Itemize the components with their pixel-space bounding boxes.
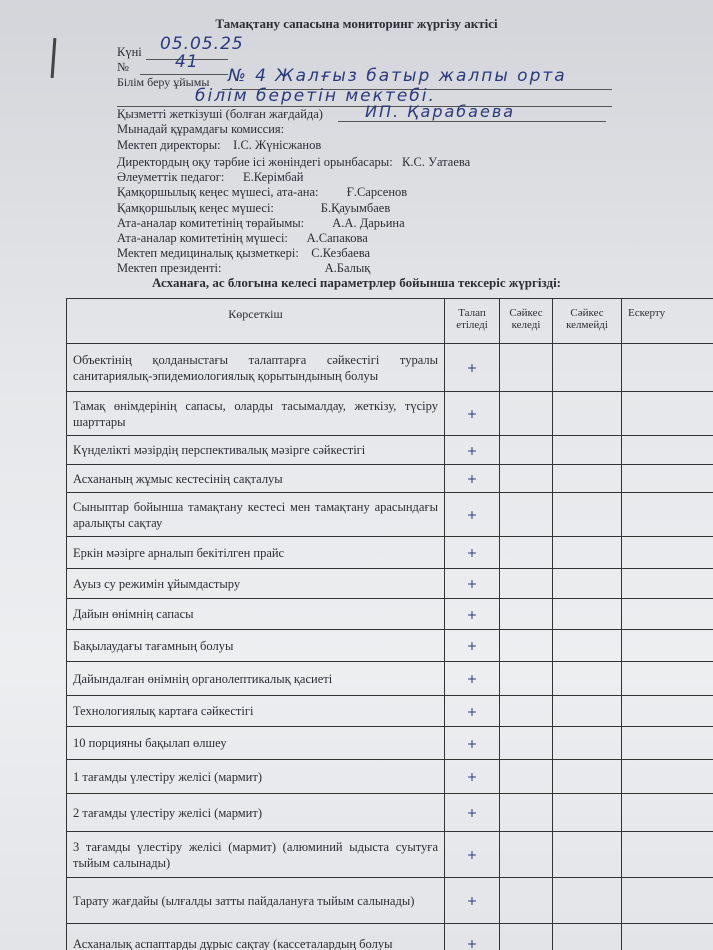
supplier-underline (338, 121, 606, 122)
indicator-cell: 1 тағамды үлестіру желісі (мармит) (67, 760, 445, 794)
indicator-cell: Дайын өнімнің сапасы (67, 599, 445, 630)
indicator-cell: Тарату жағдайы (ылғалды затты пайдалануға тыйым салынады) (67, 878, 445, 924)
member-social-pedagogue (117, 170, 303, 185)
indicator-cell: Дайындалған өнімнің органолептикалық қасиеті (67, 662, 445, 696)
member-name: А.А. Дарьина (332, 216, 405, 230)
required-mark: + (445, 599, 500, 630)
note-cell (622, 630, 713, 662)
member-name: С.Кезбаева (311, 246, 371, 260)
noncompliant-cell (553, 465, 622, 493)
indicator-cell: Еркін мәзірге арналып бекітілген прайс (67, 537, 445, 569)
table-row (67, 924, 713, 950)
indicator-cell: Сыныптар бойынша тамақтану кестесі мен тамақтану арасындағы аралықты сақтау (67, 493, 445, 537)
date-value: 05.05.25 (160, 34, 244, 54)
compliant-cell (500, 662, 553, 696)
compliant-cell (500, 832, 553, 878)
required-mark: + (445, 392, 500, 436)
compliant-cell (500, 878, 553, 924)
table-row (67, 832, 713, 878)
member-president (117, 261, 370, 276)
member-deputy (117, 155, 470, 170)
table-row (67, 662, 713, 696)
table-row (67, 569, 713, 599)
date-label: Күні (117, 45, 142, 59)
table-row (67, 344, 713, 392)
member-medical (117, 246, 370, 261)
noncompliant-cell (553, 436, 622, 465)
required-mark: + (445, 832, 500, 878)
section-heading: Асханаға, ас блогына келесі параметрлер бойынша тексеріс жүргізді: (151, 275, 562, 290)
member-board (117, 201, 390, 216)
required-mark: + (445, 344, 500, 392)
header-note: Ескерту (622, 299, 713, 344)
member-name: К.С. Уатаева (402, 155, 471, 169)
number-value: 41 (175, 52, 199, 72)
table-row (67, 696, 713, 727)
note-cell (622, 662, 713, 696)
noncompliant-cell (553, 630, 622, 662)
note-cell (622, 465, 713, 493)
member-parent-chair (117, 216, 405, 231)
member-role: Мектеп медициналық қызметкері: (117, 246, 299, 260)
noncompliant-cell (553, 760, 622, 794)
note-cell (622, 924, 713, 950)
noncompliant-cell (553, 832, 622, 878)
note-cell (622, 760, 713, 794)
note-cell (622, 696, 713, 727)
margin-pen-mark (51, 38, 57, 78)
table-row (67, 436, 713, 465)
table-row (67, 465, 713, 493)
compliant-cell (500, 599, 553, 630)
compliant-cell (500, 696, 553, 727)
required-mark: + (445, 493, 500, 537)
table-row (67, 630, 713, 662)
required-mark: + (445, 924, 500, 950)
compliant-cell (500, 924, 553, 950)
indicator-cell: Ауыз су режимін ұйымдастыру (67, 569, 445, 599)
compliant-cell (500, 465, 553, 493)
required-mark: + (445, 569, 500, 599)
required-mark: + (445, 878, 500, 924)
indicator-cell: Күнделікті мәзірдің перспективалық мәзірге сәйкестігі (67, 436, 445, 465)
member-role: Қамқоршылық кеңес мүшесі, ата-ана: (117, 185, 319, 199)
noncompliant-cell (553, 878, 622, 924)
indicator-cell: Технологиялық картаға сәйкестігі (67, 696, 445, 727)
noncompliant-cell (553, 569, 622, 599)
member-director (117, 138, 321, 153)
indicator-cell: Асханалық аспаптарды дұрыс сақтау (кассеталардың болуы (67, 924, 445, 950)
note-cell (622, 794, 713, 832)
member-role: Ата-аналар комитетінің төрайымы: (117, 216, 305, 230)
noncompliant-cell (553, 727, 622, 760)
noncompliant-cell (553, 662, 622, 696)
indicator-cell: Тамақ өнімдерінің сапасы, оларды тасымалдау, жеткізу, түсіру шарттары (67, 392, 445, 436)
table-row (67, 760, 713, 794)
indicator-cell: 2 тағамды үлестіру желісі (мармит) (67, 794, 445, 832)
table-row (67, 878, 713, 924)
compliant-cell (500, 537, 553, 569)
header-indicator: Көрсеткіш (67, 299, 445, 344)
compliant-cell (500, 569, 553, 599)
noncompliant-cell (553, 924, 622, 950)
compliant-cell (500, 436, 553, 465)
compliant-cell (500, 727, 553, 760)
member-role: Қамқоршылық кеңес мүшесі: (117, 201, 274, 215)
required-mark: + (445, 537, 500, 569)
header-required: Талап етіледі (445, 299, 500, 344)
indicator-cell: 10 порцияны бақылап өлшеу (67, 727, 445, 760)
required-mark: + (445, 436, 500, 465)
note-cell (622, 344, 713, 392)
member-role: Мектеп директоры: (117, 138, 221, 152)
table-row (67, 599, 713, 630)
table-row (67, 727, 713, 760)
noncompliant-cell (553, 537, 622, 569)
document-title: Тамақтану сапасына мониторинг жүргізу актісі (215, 16, 498, 31)
required-mark: + (445, 760, 500, 794)
member-name: Е.Керімбай (243, 170, 304, 184)
member-name: Ғ.Сарсенов (346, 185, 408, 199)
compliant-cell (500, 392, 553, 436)
school-value-line2: білім беретін мектебі. (195, 86, 436, 106)
noncompliant-cell (553, 696, 622, 727)
supplier-label: Қызметті жеткізуші (болған жағдайда) (117, 107, 323, 121)
indicator-cell: Объектінің қолданыстағы талаптарға сәйкестігі туралы санитариялық-эпидемиологиялық қорытындының болуы (67, 344, 445, 392)
number-label: № (117, 60, 129, 74)
table-row (67, 392, 713, 436)
noncompliant-cell (553, 493, 622, 537)
inspection-table (66, 298, 713, 950)
noncompliant-cell (553, 344, 622, 392)
member-role: Директордың оқу тәрбие ісі жөніндегі орынбасары: (117, 155, 393, 169)
required-mark: + (445, 794, 500, 832)
member-role: Әлеуметтік педагог: (117, 170, 225, 184)
member-name: А.Сапакова (306, 231, 368, 245)
note-cell (622, 599, 713, 630)
member-role: Мектеп президенті: (117, 261, 222, 275)
required-mark: + (445, 630, 500, 662)
compliant-cell (500, 760, 553, 794)
header-compliant: Сәйкес келеді (500, 299, 553, 344)
compliant-cell (500, 630, 553, 662)
note-cell (622, 878, 713, 924)
note-cell (622, 392, 713, 436)
required-mark: + (445, 727, 500, 760)
note-cell (622, 493, 713, 537)
note-cell (622, 436, 713, 465)
note-cell (622, 832, 713, 878)
noncompliant-cell (553, 392, 622, 436)
compliant-cell (500, 344, 553, 392)
compliant-cell (500, 493, 553, 537)
required-mark: + (445, 696, 500, 727)
school-label: Білім беру ұйымы (117, 75, 210, 89)
header-noncompliant: Сәйкес келмейді (553, 299, 622, 344)
member-name: Б.Қауымбаев (320, 201, 391, 215)
member-parent-committee (117, 231, 368, 246)
member-name: А.Балық (324, 261, 371, 275)
required-mark: + (445, 662, 500, 696)
supplier-value: ИП. Қарабаева (365, 102, 516, 121)
note-cell (622, 569, 713, 599)
compliant-cell (500, 794, 553, 832)
indicator-cell: Бақылаудағы тағамның болуы (67, 630, 445, 662)
noncompliant-cell (553, 794, 622, 832)
required-mark: + (445, 465, 500, 493)
commission-label: Мынадай құрамдағы комиссия: (117, 122, 285, 136)
member-name: І.С. Жүнісжанов (233, 138, 322, 152)
table-row (67, 537, 713, 569)
table-header-row (67, 299, 713, 344)
member-board-parent (117, 185, 407, 200)
indicator-cell: Асхананың жұмыс кестесінің сақталуы (67, 465, 445, 493)
table-row (67, 794, 713, 832)
note-cell (622, 727, 713, 760)
school-value-line1: № 4 Жалғыз батыр жалпы орта (228, 66, 567, 86)
note-cell (622, 537, 713, 569)
noncompliant-cell (553, 599, 622, 630)
indicator-cell: 3 тағамды үлестіру желісі (мармит) (алюминий ыдыста суытуға тыйым салынады) (67, 832, 445, 878)
table-row (67, 493, 713, 537)
member-role: Ата-аналар комитетінің мүшесі: (117, 231, 288, 245)
